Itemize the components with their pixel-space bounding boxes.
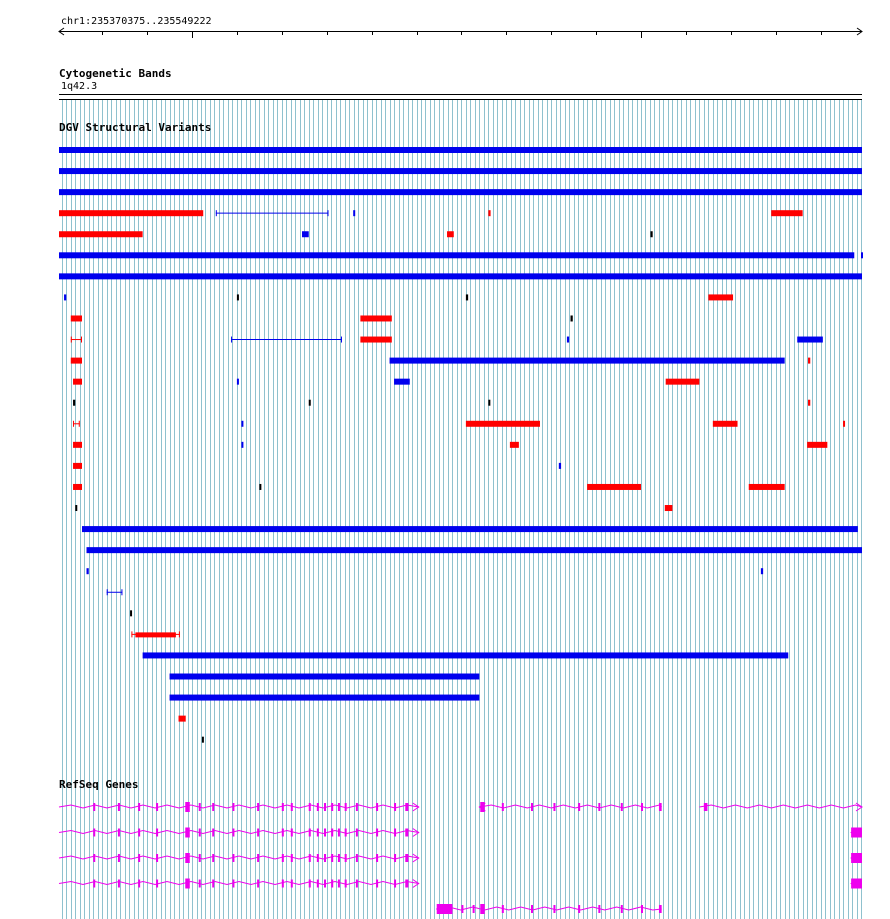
refseq-gene-exon — [405, 880, 408, 888]
dgv-variant-bar — [567, 337, 569, 343]
dgv-variant[interactable] — [179, 716, 186, 722]
refseq-gene-exon — [212, 829, 214, 837]
refseq-gene-exon — [138, 829, 140, 837]
refseq-gene-exon — [212, 880, 214, 888]
dgv-variant[interactable] — [567, 337, 569, 343]
dgv-variant-bar — [761, 568, 763, 574]
dgv-variant-bar — [59, 231, 143, 237]
refseq-gene-exon — [199, 854, 201, 862]
refseq-gene-exon — [376, 829, 378, 837]
refseq-track-title: RefSeq Genes — [59, 778, 139, 791]
refseq-gene-exon — [185, 853, 189, 863]
refseq-gene-exon — [232, 803, 234, 811]
dgv-variant[interactable] — [73, 484, 82, 490]
dgv-variant[interactable] — [761, 568, 763, 574]
dgv-variant[interactable] — [170, 695, 480, 701]
refseq-gene-exon — [118, 854, 120, 862]
dgv-variant-bar — [650, 231, 652, 237]
dgv-variant-bar — [73, 400, 75, 406]
dgv-variant[interactable] — [843, 421, 845, 427]
dgv-variant[interactable] — [797, 337, 823, 343]
cytoband-track-title: Cytogenetic Bands — [59, 67, 172, 80]
dgv-variant-bar — [510, 442, 519, 448]
refseq-gene-exon — [185, 828, 189, 838]
dgv-variant[interactable] — [59, 273, 862, 279]
refseq-gene-exon — [257, 880, 259, 888]
dgv-variant-bar — [488, 210, 490, 216]
refseq-gene-exon — [338, 803, 340, 811]
refseq-gene-exon — [282, 880, 284, 888]
dgv-variant-bar — [237, 379, 239, 385]
dgv-variant-bar — [587, 484, 641, 490]
dgv-variant-bar — [807, 442, 827, 448]
refseq-gene-exon — [598, 803, 600, 811]
dgv-variant-bar — [302, 231, 309, 237]
refseq-gene-exon — [118, 803, 120, 811]
dgv-variant-bar — [73, 463, 82, 469]
dgv-variant[interactable] — [394, 379, 410, 385]
refseq-gene-exon — [324, 854, 326, 862]
dgv-variant-bar — [571, 315, 573, 321]
refseq-gene-exon — [93, 854, 95, 862]
refseq-gene-exon — [405, 803, 408, 811]
dgv-variant[interactable] — [73, 400, 75, 406]
refseq-gene-exon — [621, 803, 623, 811]
dgv-variant[interactable] — [75, 505, 77, 511]
refseq-gene-exon — [598, 905, 600, 913]
refseq-gene-exon — [641, 905, 643, 913]
dgv-variant[interactable] — [390, 358, 785, 364]
dgv-variant[interactable] — [808, 400, 810, 406]
dgv-variant[interactable] — [466, 294, 468, 300]
refseq-gene[interactable] — [59, 879, 419, 889]
dgv-variant-bar — [71, 315, 82, 321]
dgv-variant-bar — [59, 252, 854, 258]
refseq-gene-exon — [659, 803, 662, 811]
dgv-variant-bar — [59, 210, 203, 216]
dgv-variant[interactable] — [170, 674, 480, 680]
dgv-variant[interactable] — [237, 294, 239, 300]
dgv-variant[interactable] — [713, 421, 738, 427]
dgv-variant-bar — [143, 652, 789, 658]
refseq-gene-exon — [138, 803, 140, 811]
dgv-variant-bar — [73, 379, 82, 385]
refseq-gene-exon — [317, 854, 319, 862]
dgv-variant-bar — [87, 547, 862, 553]
refseq-gene-exon — [199, 880, 201, 888]
refseq-gene-exon — [376, 803, 378, 811]
refseq-gene-exon — [394, 854, 396, 862]
refseq-gene-exon — [502, 803, 504, 811]
dgv-track-title: DGV Structural Variants — [59, 121, 212, 134]
dgv-variant-bar — [71, 358, 82, 364]
dgv-variant-bar — [170, 695, 480, 701]
refseq-gene-exon — [659, 905, 662, 913]
dgv-variant[interactable] — [771, 210, 802, 216]
dgv-variant-bar — [808, 358, 810, 364]
refseq-gene-exon — [331, 829, 333, 837]
dgv-variant[interactable] — [259, 484, 261, 490]
refseq-gene-exon — [257, 803, 259, 811]
refseq-gene-exon — [317, 880, 319, 888]
refseq-gene-exon — [232, 880, 234, 888]
dgv-variant[interactable] — [708, 294, 733, 300]
refseq-gene-exon — [212, 803, 214, 811]
refseq-gene-exon — [338, 829, 340, 837]
refseq-gene-exon — [93, 803, 95, 811]
refseq-gene-exon — [531, 803, 533, 811]
refseq-gene-exon — [553, 905, 555, 913]
dgv-variant-bar — [665, 505, 673, 511]
refseq-gene-exon — [394, 829, 396, 837]
background-grid — [63, 100, 862, 919]
refseq-gene-exon — [185, 802, 189, 812]
refseq-gene-exon — [553, 803, 555, 811]
refseq-gene-exon — [93, 829, 95, 837]
dgv-variant[interactable] — [87, 568, 89, 574]
refseq-gene-intron — [59, 831, 419, 834]
refseq-gene-exon — [394, 803, 396, 811]
refseq-gene-exon — [502, 905, 504, 913]
refseq-gene[interactable] — [851, 879, 862, 889]
refseq-gene-exon — [309, 880, 311, 888]
dgv-variant[interactable] — [73, 463, 82, 469]
dgv-variant[interactable] — [64, 294, 66, 300]
refseq-gene-exon — [480, 802, 484, 812]
refseq-gene[interactable] — [59, 853, 419, 863]
dgv-variant-bar — [466, 421, 540, 427]
refseq-gene-exon — [437, 904, 453, 914]
dgv-variant[interactable] — [749, 484, 785, 490]
refseq-gene-exon — [324, 880, 326, 888]
dgv-variant[interactable] — [587, 484, 641, 490]
refseq-gene-exon — [291, 803, 293, 811]
refseq-gene-exon — [338, 854, 340, 862]
refseq-gene-exon — [578, 803, 580, 811]
dgv-variant[interactable] — [807, 442, 827, 448]
refseq-gene-intron — [59, 805, 419, 808]
dgv-variant-bar — [843, 421, 845, 427]
refseq-gene-exon — [324, 829, 326, 837]
refseq-gene-exon — [118, 880, 120, 888]
refseq-gene-exon — [309, 803, 311, 811]
ruler-track — [59, 16, 862, 38]
dgv-variant-bar — [170, 674, 480, 680]
refseq-gene-exon — [317, 803, 319, 811]
dgv-variant-bar — [73, 484, 82, 490]
refseq-gene-exon — [345, 829, 347, 837]
dgv-variant-bar — [708, 294, 733, 300]
dgv-variant[interactable] — [59, 189, 862, 195]
refseq-gene-exon — [331, 854, 333, 862]
dgv-variant[interactable] — [447, 231, 454, 237]
refseq-gene[interactable] — [851, 828, 862, 838]
dgv-variant-bar — [797, 337, 823, 343]
refseq-gene-exon — [851, 828, 862, 838]
refseq-gene-exon — [257, 854, 259, 862]
refseq-gene-exon — [199, 803, 201, 811]
refseq-gene-exon — [291, 829, 293, 837]
dgv-variant[interactable] — [360, 337, 391, 343]
dgv-variant-bar — [749, 484, 785, 490]
refseq-gene-exon — [185, 879, 189, 889]
refseq-gene-exon — [394, 880, 396, 888]
dgv-variant-bar — [713, 421, 738, 427]
dgv-variant-bar — [179, 716, 186, 722]
dgv-variant[interactable] — [488, 210, 490, 216]
cytoband-label[interactable]: 1q42.3 — [61, 81, 98, 92]
refseq-gene-exon — [282, 829, 284, 837]
dgv-variant[interactable] — [73, 442, 82, 448]
refseq-gene-exon — [138, 854, 140, 862]
refseq-gene-exon — [480, 904, 484, 914]
refseq-gene-exon — [156, 854, 158, 862]
refseq-gene-exon — [473, 905, 475, 913]
refseq-gene-exon — [405, 829, 408, 837]
dgv-variant[interactable] — [466, 421, 540, 427]
refseq-gene-exon — [531, 905, 533, 913]
dgv-variant-bar — [466, 294, 468, 300]
refseq-gene-exon — [356, 880, 358, 888]
refseq-gene-intron — [59, 856, 419, 859]
dgv-variant[interactable] — [130, 610, 132, 616]
dgv-variant-bar — [241, 421, 243, 427]
refseq-gene-exon — [851, 879, 862, 889]
refseq-gene-exon — [356, 829, 358, 837]
dgv-variant-bar — [309, 400, 311, 406]
refseq-gene-exon — [309, 829, 311, 837]
refseq-gene-exon — [338, 880, 340, 888]
dgv-variant[interactable] — [309, 400, 311, 406]
refseq-gene-exon — [641, 803, 643, 811]
dgv-variant-bar — [808, 400, 810, 406]
refseq-gene-exon — [356, 803, 358, 811]
dgv-variant[interactable] — [666, 379, 700, 385]
dgv-variant-bar — [241, 442, 243, 448]
dgv-variant-bar — [87, 568, 89, 574]
refseq-gene-exon — [405, 854, 408, 862]
refseq-gene-exon — [212, 854, 214, 862]
dgv-variant[interactable] — [82, 526, 858, 532]
dgv-variant-bar — [64, 294, 66, 300]
dgv-variant[interactable] — [237, 379, 239, 385]
dgv-variant-bar — [559, 463, 561, 469]
dgv-variant-bar — [447, 231, 454, 237]
refseq-gene-exon — [156, 880, 158, 888]
dgv-variant[interactable] — [59, 210, 203, 216]
dgv-variant[interactable] — [571, 315, 573, 321]
refseq-gene-exon — [376, 880, 378, 888]
dgv-variant[interactable] — [59, 252, 854, 258]
dgv-variant-bar — [390, 358, 785, 364]
dgv-variant-bar — [73, 442, 82, 448]
refseq-gene-exon — [291, 880, 293, 888]
refseq-gene-exon — [282, 803, 284, 811]
dgv-variant[interactable] — [59, 147, 862, 153]
dgv-variant-bar — [861, 252, 863, 258]
refseq-gene-exon — [345, 803, 347, 811]
dgv-variant[interactable] — [73, 379, 82, 385]
refseq-gene-exon — [232, 854, 234, 862]
refseq-gene-exon — [232, 829, 234, 837]
dgv-variant-bar — [202, 737, 204, 743]
dgv-variant-bar — [59, 189, 862, 195]
dgv-variant[interactable] — [73, 421, 80, 427]
dgv-variant-bar — [259, 484, 261, 490]
refseq-gene-exon — [578, 905, 580, 913]
dgv-variant[interactable] — [59, 168, 862, 174]
refseq-gene-exon — [331, 880, 333, 888]
dgv-variant[interactable] — [808, 358, 810, 364]
refseq-gene-exon — [257, 829, 259, 837]
refseq-gene-exon — [376, 854, 378, 862]
dgv-variant[interactable] — [71, 358, 82, 364]
cytoband-track — [59, 67, 862, 100]
dgv-variant-bar — [360, 337, 391, 343]
refseq-gene-exon — [138, 880, 140, 888]
dgv-variant[interactable] — [202, 737, 204, 743]
dgv-variant-bar — [82, 526, 858, 532]
dgv-variant-bar — [488, 400, 490, 406]
dgv-variant[interactable] — [861, 252, 863, 258]
dgv-variant[interactable] — [71, 315, 82, 321]
refseq-gene-exon — [621, 905, 623, 913]
refseq-gene[interactable] — [851, 853, 862, 863]
dgv-variant-bar — [135, 632, 175, 637]
dgv-variant-bar — [394, 379, 410, 385]
dgv-variant[interactable] — [510, 442, 519, 448]
refseq-gene-exon — [93, 880, 95, 888]
dgv-variant[interactable] — [559, 463, 561, 469]
refseq-gene-exon — [291, 854, 293, 862]
refseq-gene-intron — [59, 882, 419, 885]
dgv-variant[interactable] — [241, 442, 243, 448]
refseq-gene-exon — [345, 880, 347, 888]
dgv-variant-bar — [75, 505, 77, 511]
dgv-variant[interactable] — [665, 505, 673, 511]
refseq-gene-exon — [282, 854, 284, 862]
dgv-variant[interactable] — [87, 547, 862, 553]
dgv-variant[interactable] — [650, 231, 652, 237]
refseq-gene-exon — [317, 829, 319, 837]
dgv-variant[interactable] — [353, 210, 355, 216]
dgv-variant[interactable] — [488, 400, 490, 406]
refseq-gene-exon — [324, 803, 326, 811]
dgv-variant[interactable] — [143, 652, 789, 658]
refseq-gene-exon — [118, 829, 120, 837]
dgv-variant-bar — [130, 610, 132, 616]
dgv-variant[interactable] — [360, 315, 391, 321]
refseq-gene-exon — [345, 854, 347, 862]
position-label: chr1:235370375..235549222 — [61, 16, 212, 27]
refseq-gene[interactable] — [59, 828, 419, 838]
dgv-variant-bar — [360, 315, 391, 321]
refseq-gene-exon — [851, 853, 862, 863]
refseq-gene-exon — [356, 854, 358, 862]
dgv-variant-bar — [59, 168, 862, 174]
ruler-scale — [59, 28, 862, 38]
refseq-gene-exon — [156, 829, 158, 837]
refseq-gene-exon — [704, 803, 708, 811]
refseq-gene-exon — [461, 905, 463, 913]
dgv-variant-bar — [59, 273, 862, 279]
dgv-variant-bar — [666, 379, 700, 385]
refseq-gene-exon — [331, 803, 333, 811]
dgv-variant[interactable] — [241, 421, 243, 427]
dgv-variant-bar — [771, 210, 802, 216]
refseq-gene-exon — [156, 803, 158, 811]
dgv-variant-bar — [237, 294, 239, 300]
refseq-gene-exon — [309, 854, 311, 862]
refseq-gene-exon — [199, 829, 201, 837]
dgv-variant-bar — [59, 147, 862, 153]
dgv-variant-bar — [353, 210, 355, 216]
dgv-variant[interactable] — [59, 231, 143, 237]
dgv-variant[interactable] — [302, 231, 309, 237]
refseq-gene[interactable] — [59, 802, 419, 812]
